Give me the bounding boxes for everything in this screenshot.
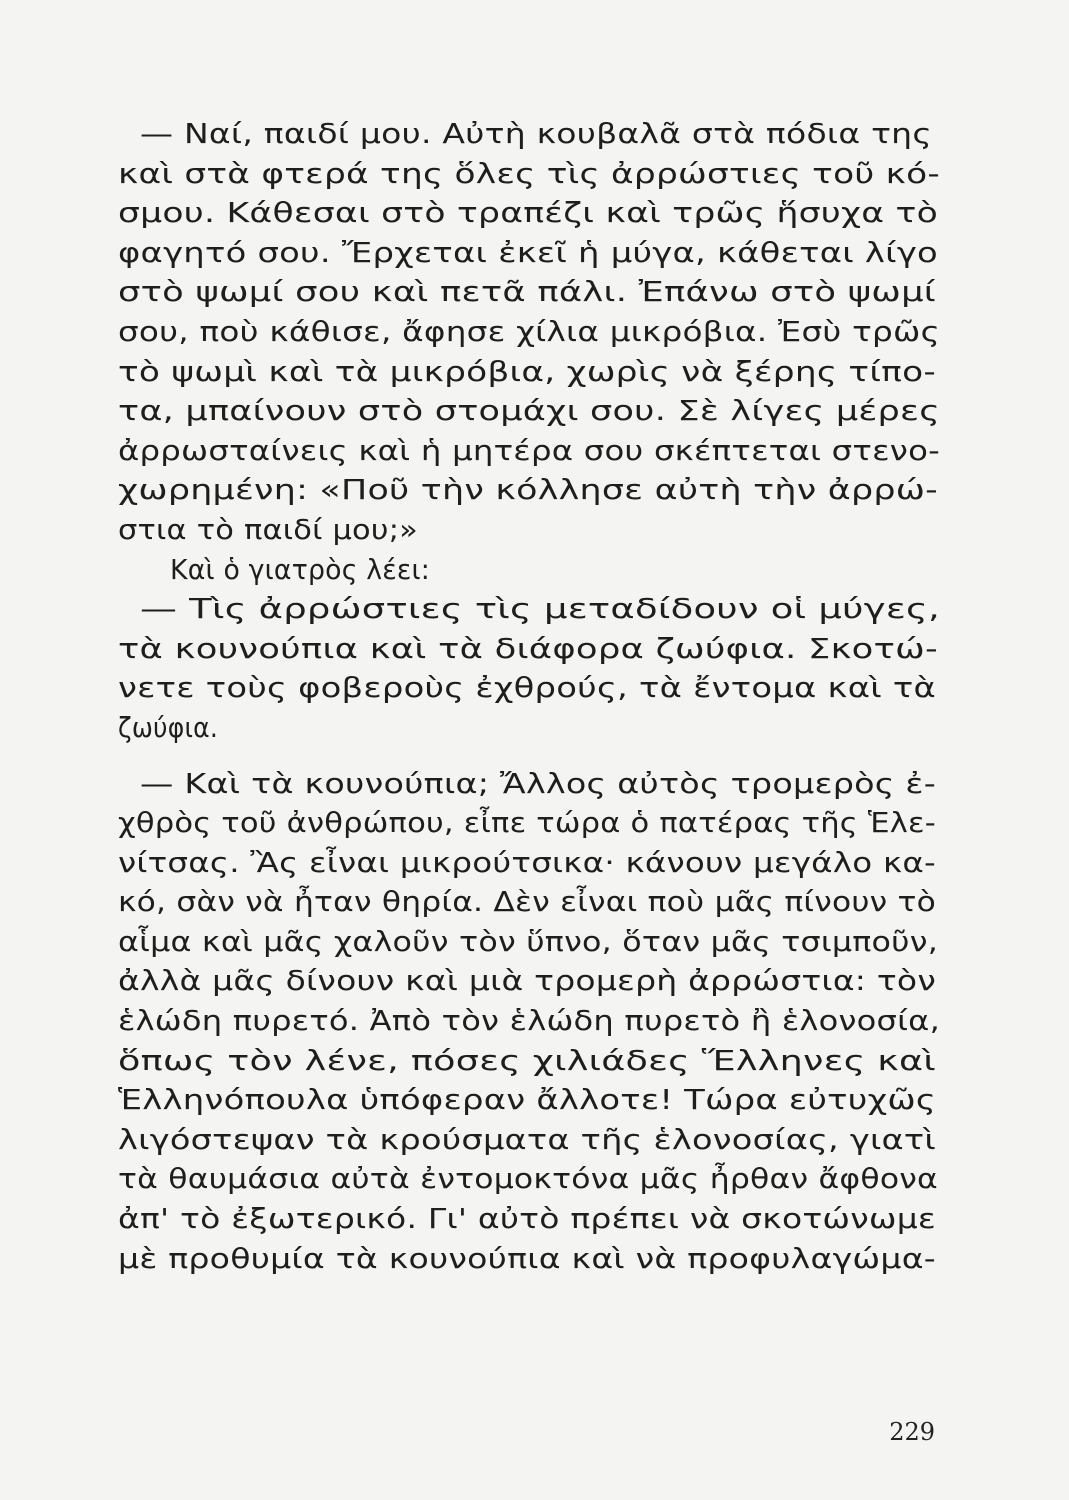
- text-line: λιγόστεψαν τὰ κρούσματα τῆς ἑλονοσίας, γιατὶ: [118, 1122, 936, 1156]
- text-line: τὰ θαυμάσια αὐτὰ ἐντομοκτόνα μᾶς ἦρθαν ἄφθονα: [118, 1162, 938, 1196]
- text-line: — Ναί, παιδί μου. Αὐτὴ κουβαλᾶ στὰ πόδια της: [139, 117, 932, 150]
- text-line: χθρὸς τοῦ ἀνθρώπου, εἶπε τώρα ὁ πατέρας τῆς Ἑλε-: [118, 806, 936, 840]
- text-line: ἀπ' τὸ ἐξωτερικό. Γι' αὐτὸ πρέπει νὰ σκοτώνωμε: [118, 1202, 937, 1236]
- text-line: ζωύφια.: [118, 710, 218, 744]
- text-line: χωρημένη: «Ποῦ τὴν κόλλησε αὐτὴ τὴν ἀρρώ-: [118, 473, 938, 507]
- text-line: ὅπως τὸν λένε, πόσες χιλιάδες Ἕλληνες καὶ: [118, 1043, 936, 1077]
- text-line: καὶ στὰ φτερά της ὅλες τὶς ἀρρώστιες τοῦ κό-: [118, 156, 940, 190]
- text-line: αἷμα καὶ μᾶς χαλοῦν τὸν ὕπνο, ὅταν μᾶς τσιμποῦν,: [118, 924, 939, 958]
- text-line: σμου. Κάθεσαι στὸ τραπέζι καὶ τρῶς ἥσυχα τὸ: [118, 196, 938, 230]
- text-line: ἀρρωσταίνεις καὶ ἡ μητέρα σου σκέπτεται στενο-: [118, 433, 940, 467]
- text-line: τὰ κουνούπια καὶ τὰ διάφορα ζωύφια. Σκοτώ-: [118, 631, 938, 665]
- body-text: [118, 114, 944, 1278]
- text-line: Ἑλληνόπουλα ὑπόφεραν ἄλλοτε! Τώρα εὐτυχῶς: [118, 1083, 937, 1117]
- text-line: στὸ ψωμί σου καὶ πετᾶ πάλι. Ἐπάνω στὸ ψωμί: [118, 275, 936, 309]
- text-line: μὲ προθυμία τὰ κουνούπια καὶ νὰ προφυλαγώμα-: [118, 1241, 936, 1275]
- text-line: σου, ποὺ κάθισε, ἄφησε χίλια μικρόβια. Ἐσὺ τρῶς: [118, 314, 940, 348]
- text-line: νίτσας. Ἂς εἶναι μικρούτσικα· κάνουν μεγάλο κα-: [118, 845, 936, 879]
- text-line: — Τὶς ἀρρώστιες τὶς μεταδίδουν οἱ μύγες,: [139, 592, 940, 626]
- page-number: 229: [889, 1418, 935, 1446]
- text-line: τα, μπαίνουν στὸ στομάχι σου. Σὲ λίγες μέρες: [118, 394, 940, 428]
- text-line: ἑλώδη πυρετό. Ἀπὸ τὸν ἑλώδη πυρετὸ ἢ ἑλονοσία,: [118, 1004, 940, 1038]
- text-line: Καὶ ὁ γιατρὸς λέει:: [169, 552, 430, 586]
- paragraph-gap: [118, 748, 944, 764]
- text-line: ἀλλὰ μᾶς δίνουν καὶ μιὰ τρομερὴ ἀρρώστια: τὸν: [118, 964, 936, 998]
- text-line: φαγητό σου. Ἔρχεται ἐκεῖ ἡ μύγα, κάθεται λίγο: [118, 235, 938, 269]
- text-line: στια τὸ παιδί μου;»: [118, 512, 418, 546]
- text-line: κό, σὰν νὰ ἦταν θηρία. Δὲν εἶναι ποὺ μᾶς πίνουν τὸ: [118, 885, 936, 919]
- text-line: — Καὶ τὰ κουνούπια; Ἄλλος αὐτὸς τρομερὸς ἐ-: [139, 766, 936, 800]
- text-line: νετε τοὺς φοβεροὺς ἐχθρούς, τὰ ἔντομα καὶ τὰ: [118, 671, 936, 705]
- text-line: τὸ ψωμὶ καὶ τὰ μικρόβια, χωρὶς νὰ ξέρης τίπο-: [118, 354, 936, 388]
